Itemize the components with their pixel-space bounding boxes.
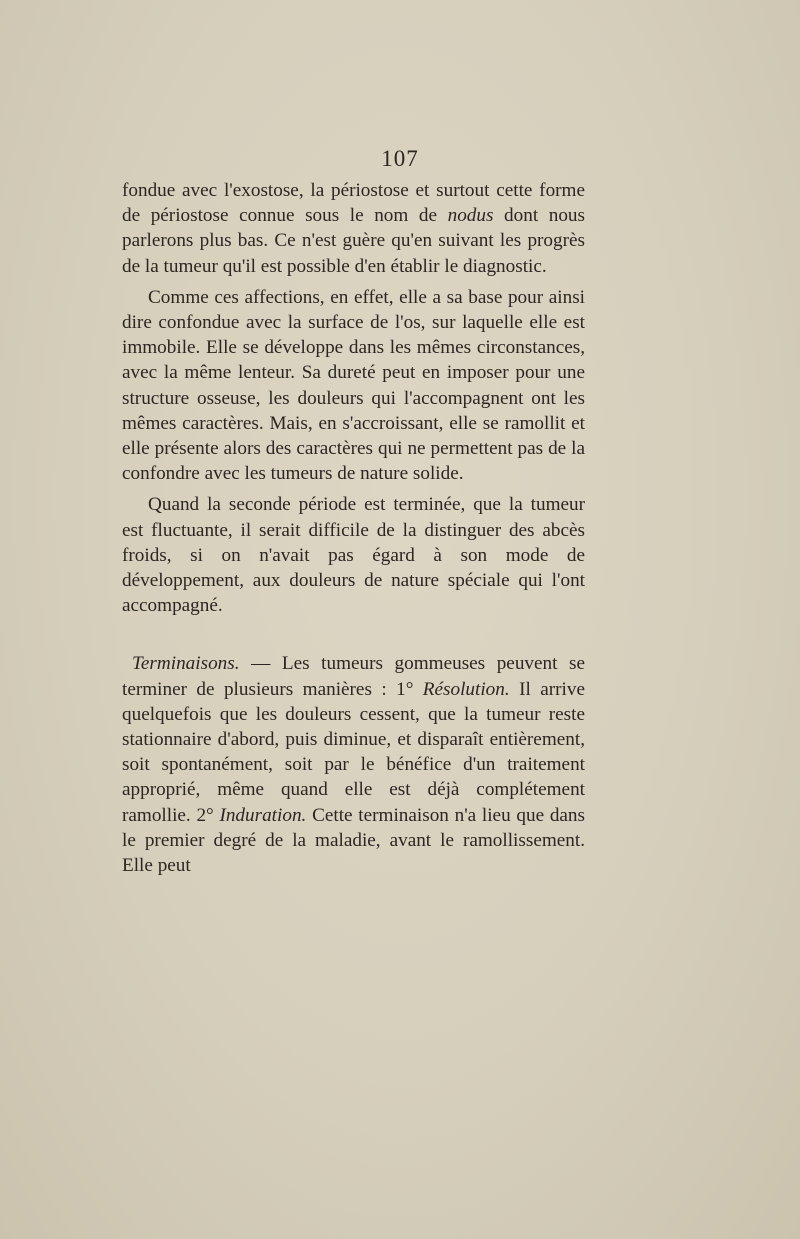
term-resolution: Résolution.: [422, 678, 510, 700]
section-text-1: Les tumeurs gommeuses peuvent se terminer de plusieurs manières : 1°: [122, 653, 586, 700]
page-number: 107: [381, 146, 419, 171]
paragraph-2: Comme ces affections, en effet, elle a sa base pour ainsi dire confondue avec la surface de l'os, sur laquelle elle est immobile. Elle se développe dans les mêmes circonstances, avec la même lenteur. Sa dureté peut en imposer pour une structure osseuse, les douleurs qui l'accompagnent ont les mêmes caractères. Mais, en s'accroissant, elle se ramollit et elle présente alors des caractères qui ne permettent pas de la confondre avec les tumeurs de nature solide.: [122, 286, 585, 485]
section-text-2: Il arrive quelquefois que les douleurs cessent, que la tumeur reste stationnaire d'abord, puis diminue, et disparaît entièrement, soit spontanément, soit par le bénéfice d'un traitement approprié, même quand elle est déjà complétement ramollie. 2°: [122, 678, 585, 826]
section-text-3: Cette terminaison n'a lieu que dans le premier degré de la maladie, avant le ramollissement. Elle peut: [122, 804, 585, 877]
paragraph-3: Quand la seconde période est terminée, que la tumeur est fluctuante, il serait difficile de la distinguer des abcès froids, si on n'avait pas égard à son mode de développement, aux douleurs de nature spéciale qui l'ont accompagné.: [122, 494, 585, 617]
paragraph-1-italic-term: nodus: [447, 205, 494, 227]
term-induration: Induration.: [219, 804, 307, 826]
paragraph-1-text: fondue avec l'exostose, la périostose et surtout cette forme de périostose connue sous le nom de: [122, 180, 585, 227]
paragraph-1: [122, 178, 585, 279]
paragraph-1-text-after: dont nous parlerons plus bas. Ce n'est guère qu'en suivant les progrès de la tumeur qu'il est possible d'en établir le diagnostic.: [122, 205, 585, 277]
section-heading: Terminaisons.: [132, 653, 240, 675]
section-terminaisons: [122, 651, 585, 878]
section-dash: —: [239, 653, 282, 675]
body-text: [122, 178, 585, 878]
